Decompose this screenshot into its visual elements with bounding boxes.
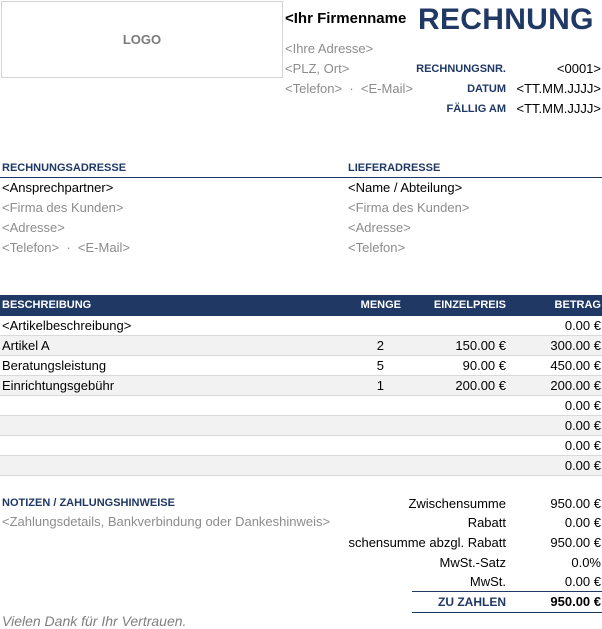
invoice-number: <0001> [556, 61, 601, 76]
subtotal-value: 950.00 € [550, 496, 601, 511]
company-phone: <Telefon> [285, 81, 343, 96]
header-amount: BETRAG [554, 299, 601, 311]
company-email: <E-Mail> [360, 81, 413, 96]
cell-description: Beratungsleistung [2, 358, 107, 373]
due-date: <TT.MM.JJJJ> [516, 101, 601, 116]
invoice-number-label: RECHNUNGSNR. [416, 63, 506, 75]
table-row [0, 376, 602, 396]
cell-amount: 0.00 € [564, 318, 601, 333]
logo-text: LOGO [122, 32, 162, 47]
subtotal-less-discount-value: 950.00 € [550, 535, 601, 550]
company-address: <Ihre Adresse> [285, 41, 374, 56]
subtotal-label: Zwischensumme [408, 496, 506, 511]
billing-phone: <Telefon> [2, 240, 60, 255]
cell-unit-price: 90.00 € [462, 358, 506, 373]
cell-description: Artikel A [2, 338, 50, 353]
shipping-phone: <Telefon> [348, 240, 406, 255]
cell-quantity: 1 [376, 378, 384, 393]
billing-company: <Firma des Kunden> [2, 200, 124, 215]
total-value: 950.00 € [550, 594, 601, 609]
cell-amount: 0.00 € [564, 418, 601, 433]
cell-amount: 0.00 € [564, 398, 601, 413]
table-header [0, 295, 602, 316]
cell-unit-price: 200.00 € [455, 378, 506, 393]
cell-unit-price: 150.00 € [455, 338, 506, 353]
invoice-date-label: DATUM [467, 83, 506, 95]
table-row [0, 356, 602, 376]
table-row [0, 336, 602, 356]
table-row [0, 456, 602, 476]
cell-amount: 0.00 € [564, 438, 601, 453]
thank-you-note: Vielen Dank für Ihr Vertrauen. [2, 613, 187, 629]
billing-address: <Adresse> [2, 220, 65, 235]
shipping-heading: LIEFERADRESSE [348, 162, 441, 174]
company-contact [285, 81, 413, 96]
invoice-date: <TT.MM.JJJJ> [516, 81, 601, 96]
header-quantity: MENGE [360, 299, 401, 311]
company-city: <PLZ, Ort> [285, 61, 350, 76]
billing-contact-line [2, 240, 130, 255]
discount-label: Rabatt [467, 515, 506, 530]
total-divider [412, 591, 602, 592]
separator-dot: · [66, 240, 71, 255]
table-row [0, 416, 602, 436]
billing-email: <E-Mail> [77, 240, 130, 255]
cell-amount: 200.00 € [550, 378, 601, 393]
shipping-company: <Firma des Kunden> [348, 200, 470, 215]
due-date-label: FÄLLIG AM [446, 103, 506, 115]
cell-description: Einrichtungsgebühr [2, 378, 115, 393]
invoice-title: RECHNUNG [418, 3, 594, 36]
table-row [0, 396, 602, 416]
table-row [0, 436, 602, 456]
total-bottom-line [412, 612, 602, 613]
cell-amount: 450.00 € [550, 358, 601, 373]
tax-rate-label: MwSt.-Satz [439, 555, 506, 570]
table-row [0, 316, 602, 336]
tax-label: MwSt. [469, 574, 506, 589]
notes-heading: NOTIZEN / ZAHLUNGSHINWEISE [2, 497, 175, 509]
shipping-address: <Adresse> [348, 220, 411, 235]
header-unit-price: EINZELPREIS [433, 299, 506, 311]
cell-quantity: 5 [376, 358, 384, 373]
cell-amount: 0.00 € [564, 458, 601, 473]
billing-heading: RECHNUNGSADRESSE [2, 162, 127, 174]
cell-quantity: 2 [376, 338, 384, 353]
address-divider [0, 177, 602, 178]
discount-value: 0.00 € [564, 515, 601, 530]
subtotal-less-discount-label: schensumme abzgl. Rabatt [348, 535, 506, 550]
tax-rate-value: 0.0% [571, 555, 601, 570]
cell-amount: 300.00 € [550, 338, 601, 353]
header-description: BESCHREIBUNG [2, 299, 92, 311]
company-name: <Ihr Firmenname [285, 10, 407, 27]
total-label: ZU ZAHLEN [438, 595, 506, 609]
separator-dot: · [349, 81, 354, 96]
billing-contact: <Ansprechpartner> [2, 180, 114, 195]
tax-value: 0.00 € [564, 574, 601, 589]
shipping-name: <Name / Abteilung> [348, 180, 463, 195]
logo-placeholder [1, 1, 283, 78]
cell-description: <Artikelbeschreibung> [2, 318, 132, 333]
notes-text: <Zahlungsdetails, Bankverbindung oder Dankeshinweis> [2, 514, 331, 529]
